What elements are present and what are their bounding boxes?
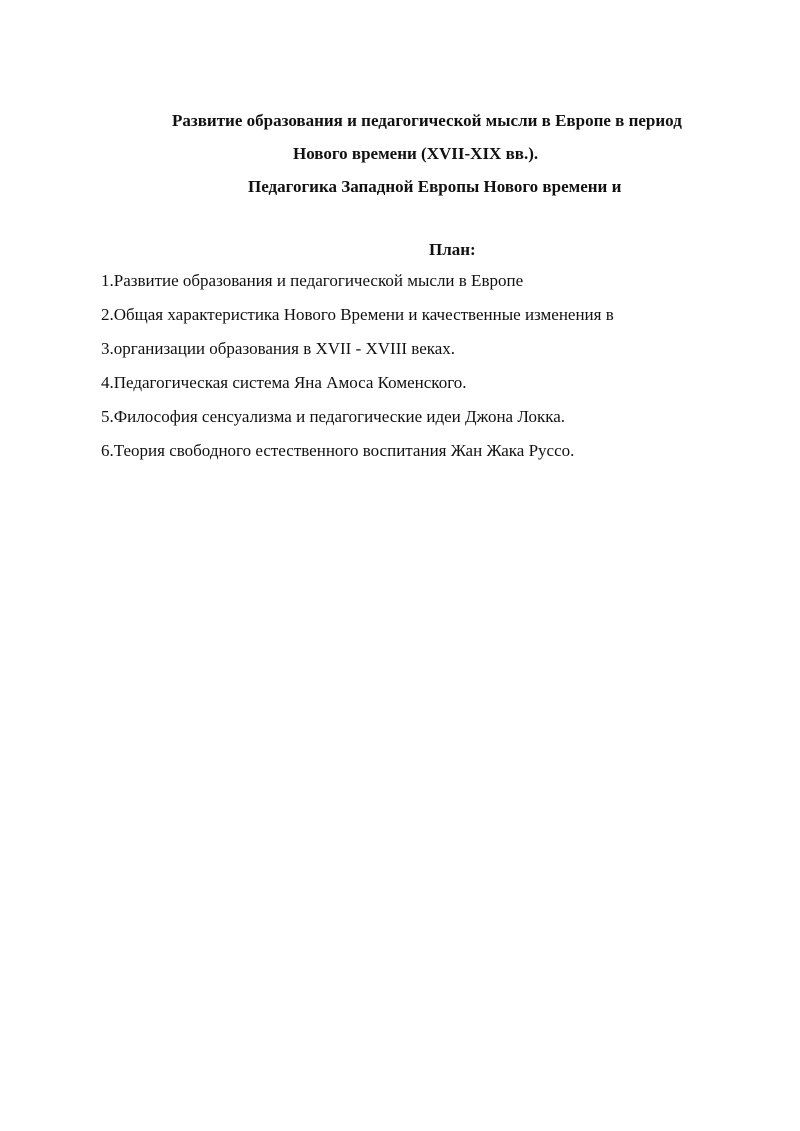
document-title-line-1: Развитие образования и педагогической мысли в Европе в период: [172, 111, 682, 130]
plan-item: 1.Развитие образования и педагогической мысли в Европе: [101, 271, 524, 290]
plan-item: 3.организации образования в XVII - XVIII веках.: [101, 339, 456, 358]
plan-item: 5.Философия сенсуализма и педагогические идеи Джона Локка.: [101, 407, 566, 426]
document-title-line-2: Нового времени (XVII-XIX вв.).: [293, 144, 539, 163]
plan-list: [101, 271, 614, 475]
document-title-line-3: Педагогика Западной Европы Нового времени и: [248, 177, 622, 196]
plan-item: 6.Теория свободного естественного воспитания Жан Жака Руссо.: [101, 441, 575, 460]
plan-item: 4.Педагогическая система Яна Амоса Коменского.: [101, 373, 467, 392]
plan-item: 2.Общая характеристика Нового Времени и качественные изменения в: [101, 305, 614, 324]
plan-heading: План:: [429, 240, 476, 259]
